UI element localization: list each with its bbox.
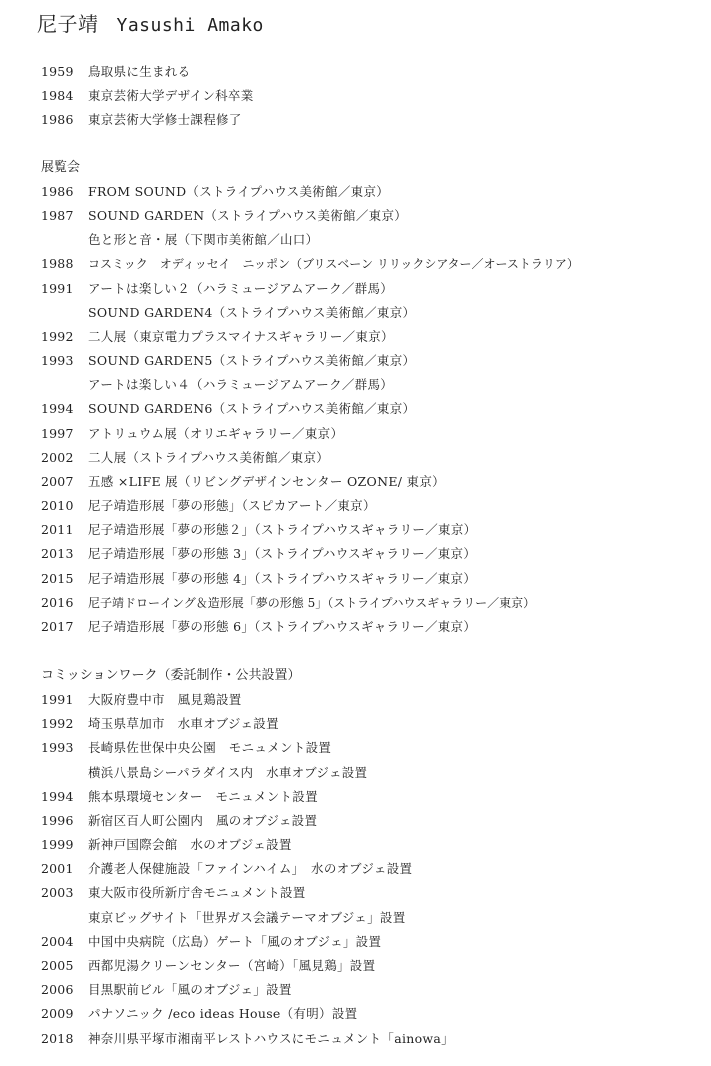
commission-row xyxy=(41,691,242,709)
entry-text: SOUND GARDEN4（ストライプハウス美術館／東京） xyxy=(88,305,416,320)
commission-row xyxy=(41,933,381,951)
year: 2005 xyxy=(41,958,74,973)
title-japanese-name: 尼子靖 xyxy=(37,12,99,36)
exhibition-row xyxy=(41,545,476,563)
exhibition-row xyxy=(41,497,376,515)
exhibition-row xyxy=(41,449,329,467)
exhibition-row xyxy=(41,304,415,322)
commission-row xyxy=(41,1030,454,1048)
commission-row xyxy=(41,884,306,902)
exhibition-row xyxy=(41,328,394,346)
year: 2003 xyxy=(41,885,74,900)
exhibition-row xyxy=(41,231,318,249)
exhibition-row xyxy=(41,473,445,491)
year: 1994 xyxy=(41,401,74,416)
entry-text: SOUND GARDEN（ストライプハウス美術館／東京） xyxy=(88,208,408,223)
exhibition-row xyxy=(41,376,393,394)
entry-text: 目黒駅前ビル「風のオブジェ」設置 xyxy=(88,982,292,997)
biography-row xyxy=(41,87,254,105)
exhibitions-heading: 展覧会 xyxy=(41,160,81,175)
entry-text: 二人展（ストライプハウス美術館／東京） xyxy=(88,450,330,465)
entry-text: 鳥取県に生まれる xyxy=(88,64,191,79)
page-title xyxy=(37,10,264,40)
entry-text: 東京芸術大学デザイン科卒業 xyxy=(88,88,254,103)
entry-text: パナソニック /eco ideas House（有明）設置 xyxy=(88,1006,358,1021)
entry-text: 尼子靖ドローイング＆造形展「夢の形態 5」（ストライプハウスギャラリー／東京） xyxy=(88,596,536,610)
year: 2006 xyxy=(41,982,74,997)
commission-row xyxy=(41,1005,357,1023)
year: 1994 xyxy=(41,789,74,804)
commission-row xyxy=(41,764,367,782)
entry-text: 色と形と音・展（下関市美術館／山口） xyxy=(88,232,319,247)
year: 2002 xyxy=(41,450,74,465)
year: 1991 xyxy=(41,281,74,296)
entry-text: 五感 ×LIFE 展（リビングデザインセンター OZONE/ 東京） xyxy=(88,474,445,489)
year: 1999 xyxy=(41,837,74,852)
commission-row xyxy=(41,981,292,999)
entry-text: SOUND GARDEN5（ストライプハウス美術館／東京） xyxy=(88,353,416,368)
exhibition-row xyxy=(41,280,393,298)
commission-row xyxy=(41,739,331,757)
year: 1991 xyxy=(41,692,74,707)
entry-text: 新神戸国際会館 水のオブジェ設置 xyxy=(88,837,292,852)
exhibition-row xyxy=(41,425,343,443)
year: 2011 xyxy=(41,522,74,537)
year: 2004 xyxy=(41,934,74,949)
entry-text: 尼子靖造形展「夢の形態 4」（ストライプハウスギャラリー／東京） xyxy=(88,571,477,586)
exhibition-row xyxy=(41,400,415,418)
year: 2017 xyxy=(41,619,74,634)
entry-text: 東京芸術大学修士課程修了 xyxy=(88,112,242,127)
year: 1992 xyxy=(41,716,74,731)
year: 1992 xyxy=(41,329,74,344)
exhibition-row xyxy=(41,618,476,636)
entry-text: 尼子靖造形展「夢の形態 6」（ストライプハウスギャラリー／東京） xyxy=(88,619,477,634)
entry-text: 熊本県環境センター モニュメント設置 xyxy=(88,789,318,804)
entry-text: 尼子靖造形展「夢の形態 3」（ストライプハウスギャラリー／東京） xyxy=(88,546,477,561)
exhibition-row xyxy=(41,594,535,612)
year: 1959 xyxy=(41,64,74,79)
commission-row xyxy=(41,909,406,927)
entry-text: 東大阪市役所新庁舎モニュメント設置 xyxy=(88,885,306,900)
year: 1993 xyxy=(41,353,74,368)
year: 1986 xyxy=(41,112,74,127)
year: 1988 xyxy=(41,256,74,271)
entry-text: 長崎県佐世保中央公園 モニュメント設置 xyxy=(88,740,332,755)
entry-text: 介護老人保健施設「ファインハイム」 水のオブジェ設置 xyxy=(88,861,413,876)
year: 1984 xyxy=(41,88,74,103)
entry-text: 西都児湯クリーンセンター（宮崎）「風見鶏」設置 xyxy=(88,958,376,973)
exhibition-row xyxy=(41,183,389,201)
commission-row xyxy=(41,957,375,975)
exhibition-row xyxy=(41,521,476,539)
biography-row xyxy=(41,63,190,81)
entry-text: 東京ビッグサイト「世界ガス会議テーマオブジェ」設置 xyxy=(88,910,406,925)
year: 1987 xyxy=(41,208,74,223)
year: 1997 xyxy=(41,426,74,441)
commissions-heading: コミッションワーク（委託制作・公共設置） xyxy=(41,668,301,683)
entry-text: 神奈川県平塚市湘南平レストハウスにモニュメント「ainowa」 xyxy=(88,1031,454,1046)
year: 2015 xyxy=(41,571,74,586)
commission-row xyxy=(41,812,317,830)
entry-text: 横浜八景島シーパラダイス内 水車オブジェ設置 xyxy=(88,765,368,780)
entry-text: アートは楽しい４（ハラミュージアムアーク／群馬） xyxy=(88,377,394,392)
biography-row xyxy=(41,111,242,129)
commission-row xyxy=(41,836,292,854)
entry-text: FROM SOUND（ストライプハウス美術館／東京） xyxy=(88,184,390,199)
year: 2007 xyxy=(41,474,74,489)
year: 2013 xyxy=(41,546,74,561)
exhibition-row xyxy=(41,570,476,588)
entry-text: コスミック オディッセイ ニッポン（ブリスベーン リリックシアター／オーストラリア） xyxy=(88,257,579,271)
year: 2001 xyxy=(41,861,74,876)
entry-text: 埼玉県草加市 水車オブジェ設置 xyxy=(88,716,279,731)
year: 2016 xyxy=(41,595,74,610)
title-english-name: Yasushi Amako xyxy=(116,15,264,36)
exhibition-row xyxy=(41,255,579,273)
entry-text: SOUND GARDEN6（ストライプハウス美術館／東京） xyxy=(88,401,416,416)
entry-text: 中国中央病院（広島）ゲート「風のオブジェ」設置 xyxy=(88,934,382,949)
commission-row xyxy=(41,860,412,878)
year: 2009 xyxy=(41,1006,74,1021)
year: 2010 xyxy=(41,498,74,513)
entry-text: アートは楽しい２（ハラミュージアムアーク／群馬） xyxy=(88,281,394,296)
commission-row xyxy=(41,788,318,806)
exhibition-row xyxy=(41,207,407,225)
year: 2018 xyxy=(41,1031,74,1046)
entry-text: 尼子靖造形展「夢の形態２」（ストライプハウスギャラリー／東京） xyxy=(88,522,477,537)
commission-row xyxy=(41,715,279,733)
year: 1993 xyxy=(41,740,74,755)
entry-text: アトリュウム展（オリエギャラリー／東京） xyxy=(88,426,344,441)
exhibition-row xyxy=(41,352,415,370)
entry-text: 新宿区百人町公園内 風のオブジェ設置 xyxy=(88,813,318,828)
entry-text: 尼子靖造形展「夢の形態」（スピカアート／東京） xyxy=(88,498,376,513)
entry-text: 大阪府豊中市 風見鶏設置 xyxy=(88,692,242,707)
year: 1986 xyxy=(41,184,74,199)
entry-text: 二人展（東京電力プラスマイナスギャラリー／東京） xyxy=(88,329,394,344)
year: 1996 xyxy=(41,813,74,828)
